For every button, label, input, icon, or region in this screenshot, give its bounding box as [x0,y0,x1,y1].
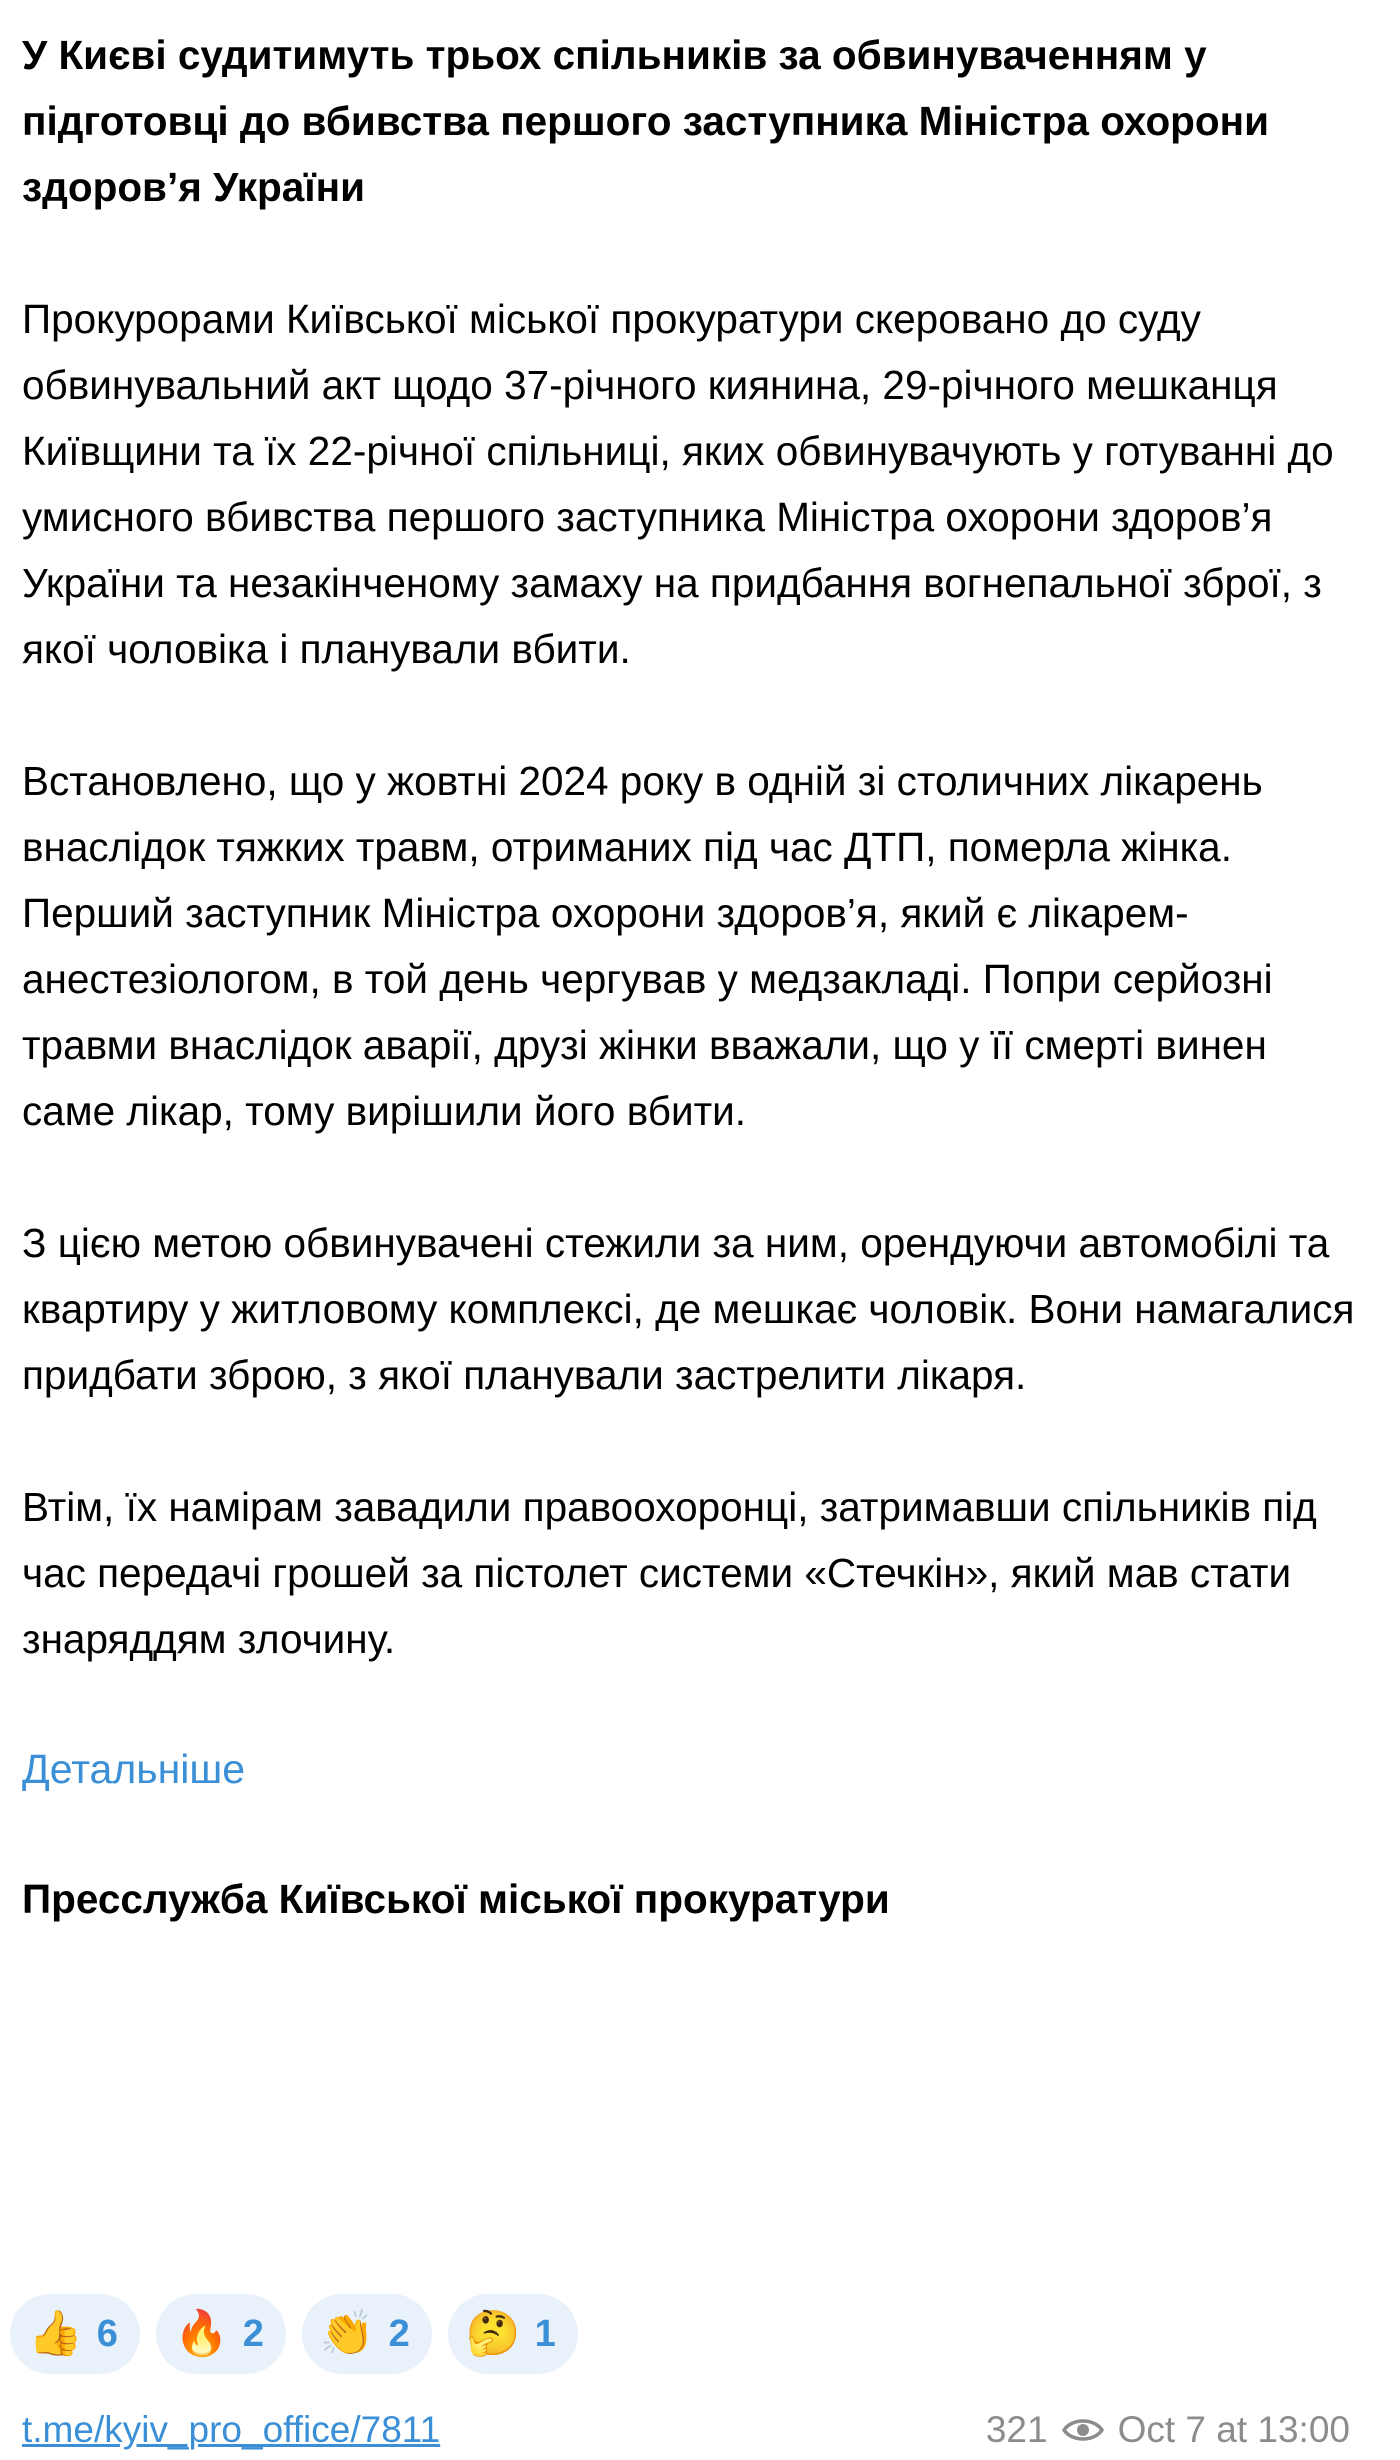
post-headline: У Києві судитимуть трьох спільників за обвинуваченням у підготовці до вбивства першого заступника Міністра охорони здоров’я України [22,32,1270,210]
reaction-count: 2 [242,2312,264,2355]
reaction-fire[interactable] [156,2294,286,2374]
post-paragraph-3: З цією метою обвинувачені стежили за ним, орендуючи автомобілі та квартиру у житловому комплексі, де мешкає чоловік. Вони намагалися придбати зброю, з якої планували застрелити лікаря. [22,1220,1355,1398]
message-body [22,22,1362,1932]
post-signature: Пресслужба Київської міської прокуратури [22,1876,890,1922]
reactions-bar [10,2294,578,2374]
reaction-clapping-hands[interactable] [302,2294,432,2374]
message-timestamp: Oct 7 at 13:00 [1117,2409,1350,2450]
details-link[interactable]: Детальніше [22,1746,246,1792]
post-paragraph-2: Встановлено, що у жовтні 2024 року в одній зі столичних лікарень внаслідок тяжких травм, отриманих під час ДТП, померла жінка. Перший заступник Міністра охорони здоров’я, який є лікарем-анестезіологом, в той день чергував у медзакладі. Попри серйозні травми внаслідок аварії, друзі жінки вважали, що у її смерті винен саме лікар, тому вирішили його вбити. [22,758,1273,1134]
message-footer [22,2400,1350,2450]
clapping-hands-icon: 👏 [319,2308,375,2359]
message-meta [986,2400,1350,2460]
thumbs-up-icon: 👍 [28,2308,83,2359]
reaction-thinking-face[interactable] [448,2294,578,2374]
reaction-count: 1 [534,2312,556,2355]
fire-icon: 🔥 [173,2308,229,2359]
post-paragraph-1: Прокурорами Київської міської прокуратури скеровано до суду обвинувальний акт щодо 37-річного киянина, 29-річного мешканця Київщини та їх 22-річної спільниці, яких обвинувачують у готуванні до умисного вбивства першого заступника Міністра охорони здоров’я України та незакінченому замаху на придбання вогнепальної зброї, з якої чоловіка і планували вбити. [22,296,1334,672]
reaction-count: 6 [96,2312,118,2355]
reaction-thumbs-up[interactable] [10,2294,140,2374]
source-link[interactable]: t.me/kyiv_pro_office/7811 [22,2409,441,2450]
view-count: 321 [985,2409,1048,2450]
thinking-face-icon: 🤔 [465,2308,521,2359]
reaction-count: 2 [388,2312,410,2355]
post-paragraph-4: Втім, їх намірам завадили правоохоронці, затримавши спільників під час передачі грошей за пістолет системи «Стечкін», який мав стати знаряддям злочину. [22,1484,1317,1662]
eye-icon [1062,2416,1104,2444]
